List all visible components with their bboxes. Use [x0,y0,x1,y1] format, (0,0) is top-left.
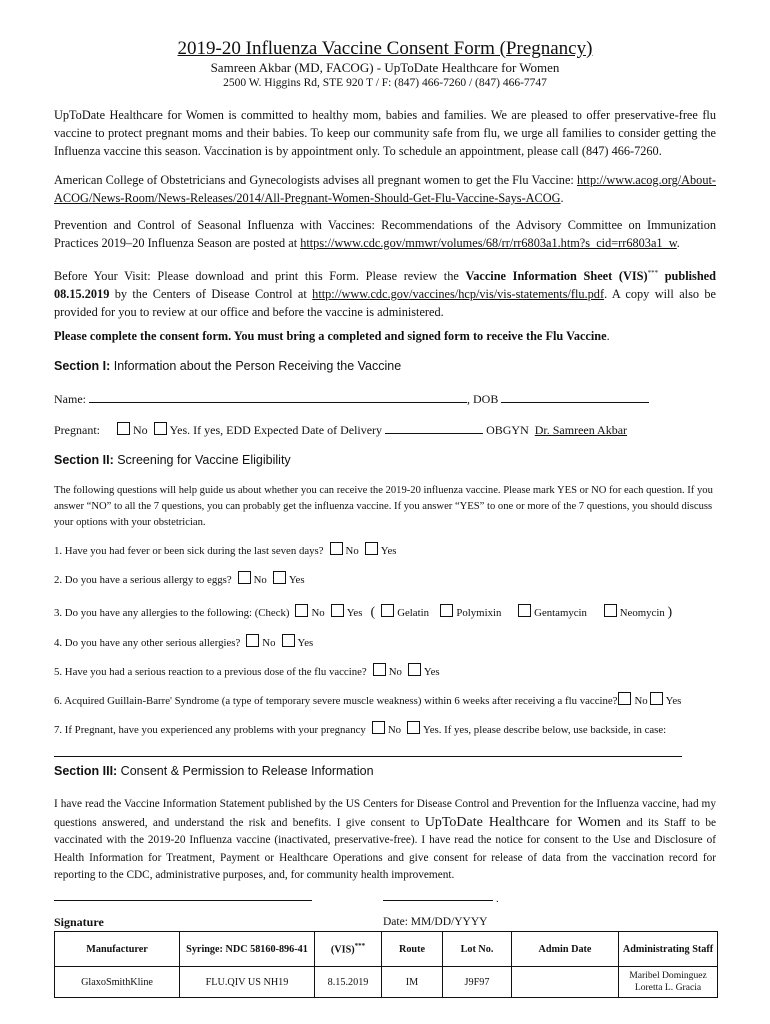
q2-no-label: No [253,574,267,586]
section-3-title: Consent & Permission to Release Information [117,764,374,778]
question-3-text: 3. Do you have any allergies to the following: (Check) [54,607,290,619]
question-2-text: 2. Do you have a serious allergy to eggs? [54,574,232,586]
before-visit-paragraph [54,264,716,321]
question-1-text: 1. Have you had fever or been sick during the last seven days? [54,545,324,557]
complete-instructions-text: Please complete the consent form. You must bring a completed and signed form to receive the Flu Vaccine [54,329,607,343]
vis-label: Vaccine Information Sheet (VIS) [465,269,648,284]
q7-no-checkbox[interactable] [372,721,385,734]
pregnant-no-label: No [133,423,148,437]
q5-no-checkbox[interactable] [373,663,386,676]
q5-no-label: No [388,666,402,678]
header-admin-date: Admin Date [512,932,619,967]
name-label: Name: [54,392,86,406]
polymixin-checkbox[interactable] [440,604,453,617]
cdc-paragraph: Prevention and Control of Seasonal Influenza with Vaccines: Recommendations of the Advisory Committee on Immunization Practices 2019–20 Influenza Season are posted at https://www.cdc.gov/mmwr/volumes/68/rr/rr6803a1.htm?s_cid=rr6803a1_w. [54,218,716,250]
cell-lot: J9F97 [443,967,512,998]
complete-instructions: Please complete the consent form. You must bring a completed and signed form to receive the Flu Vaccine. [54,329,610,343]
cell-manufacturer: GlaxoSmithKline [55,967,180,998]
name-row [54,392,649,407]
q3-no-checkbox[interactable] [295,604,308,617]
header-route: Route [382,932,443,967]
question-5-text: 5. Have you had a serious reaction to a previous dose of the flu vaccine? [54,666,367,678]
question-7-text: 7. If Pregnant, have you experienced any problems with your pregnancy [54,724,366,736]
q4-no-checkbox[interactable] [246,634,259,647]
header-vis-text: (VIS) [330,944,355,956]
q6-no-checkbox[interactable] [618,692,631,705]
section-3-heading [54,764,374,778]
vaccine-admin-table [54,931,718,998]
q1-no-label: No [345,545,359,557]
section-1-title: Information about the Person Receiving the Vaccine [110,359,402,373]
intro-paragraph: UpToDate Healthcare for Women is committed to healthy mom, babies and families. We are pleased to offer preservative-free flu vaccine to protect pregnant moms and their babies. To keep our community safe from flu, we urge all families to consider getting the Influenza vaccine this season. Vaccination is by appointment only. To schedule an appointment, please call (847) 466-7260. [54,108,716,158]
practice-address: 2500 W. Higgins Rd, STE 920 T / F: (847) 466-7260 / (847) 466-7747 [223,77,547,89]
header-vis-sup: *** [354,942,366,951]
q6-yes-label: Yes [665,695,682,707]
q7-yes-checkbox[interactable] [407,721,420,734]
obgyn-name: Dr. Samreen Akbar [534,423,628,437]
section-1-heading [54,359,401,373]
q2-yes-label: Yes [288,574,305,586]
vis-published-date: published 08.15.2019 [54,269,716,302]
describe-line[interactable] [54,756,682,757]
q1-yes-checkbox[interactable] [365,542,378,555]
table-row [55,967,718,998]
acog-link[interactable]: http://www.acog.org/About-ACOG/News-Room/News-Releases/2014/All-Pregnant-Women-Should-Get-Flu-Vaccine-Says-ACOG [54,173,716,205]
q5-yes-label: Yes [423,666,440,678]
consent-text-b: and its Staff to be vaccinated with the 2019-20 Influenza vaccine (inactivated, preservative-free). I have read the notice for consent to the Use and Disclosure of Health Information for Treatment, Payment or Healthcare Operations and give consent for release of data from the vaccination record for reporting to the CDC, administrative purposes, and, for community health improvement. [54,816,716,881]
q7-yes-label: Yes. If yes, please describe below, use backside, in case: [423,724,667,736]
neomycin-checkbox[interactable] [604,604,617,617]
screening-intro: The following questions will help guide us about whether you can receive the 2019-20 influenza vaccine. Please mark YES or NO for each question. If you answer “NO” to all the 7 questions, you can probably get the influenza vaccine. If you answer “YES” to one or more of the 7 questions, you should discuss your options with your obstetrician. [54,485,713,528]
vis-superscript: *** [647,269,659,277]
acog-paragraph: American College of Obstetricians and Gynecologists advises all pregnant women to get the Flu Vaccine: http://www.acog.org/About-ACOG/News-Room/News-Releases/2014/All-Pregnant-Women-Should-Get-Flu-Vaccine-Says-ACOG. [54,173,716,205]
question-6-text: 6. Acquired Guillain-Barre' Syndrome (a type of temporary severe muscle weakness) within 6 weeks after receiving a flu vaccine? [54,695,618,707]
q6-no-label: No [634,695,648,707]
pregnant-no-checkbox[interactable] [117,422,130,435]
table-header-row [55,932,718,967]
section-2-label: Section II: [54,453,114,467]
gentamycin-checkbox[interactable] [518,604,531,617]
date-label: Date: MM/DD/YYYY [383,916,488,928]
staff-name-2: Loretta L. Gracia [634,982,702,993]
pregnant-yes-checkbox[interactable] [154,422,167,435]
question-6 [54,692,681,707]
q5-yes-checkbox[interactable] [408,663,421,676]
name-field[interactable] [89,402,467,403]
header-vis [315,932,382,967]
q4-yes-label: Yes [297,637,314,649]
question-7 [54,721,666,736]
question-4-text: 4. Do you have any other serious allergies? [54,637,241,649]
gelatin-label: Gelatin [397,607,429,619]
header-syringe: Syringe: NDC 58160-896-41 [180,932,315,967]
signature-label: Signature [54,915,104,929]
dob-field[interactable] [501,402,649,403]
q1-yes-label: Yes [380,545,397,557]
cell-admin-date[interactable] [512,967,619,998]
q7-no-label: No [387,724,402,736]
pregnant-label: Pregnant: [54,423,100,437]
acog-text: American College of Obstetricians and Gynecologists advises all pregnant women to get the Flu Vaccine: [54,173,577,187]
dob-label: , DOB [467,392,499,406]
q3-yes-label: Yes [346,607,363,619]
section-1-label: Section I: [54,359,111,373]
consent-paragraph [54,796,716,885]
section-3-label: Section III: [54,764,118,778]
question-1 [54,542,396,557]
header-staff: Administrating Staff [619,932,718,967]
q3-no-label: No [311,607,325,619]
edd-field[interactable] [385,433,483,434]
pregnant-row [54,422,627,438]
polymixin-label: Polymixin [456,607,502,619]
cell-vis: 8.15.2019 [315,967,382,998]
cdc-text: Prevention and Control of Seasonal Influenza with Vaccines: Recommendations of the Advisory Committee on Immunization Practices 2019–20 Influenza Season are posted at [54,218,716,250]
obgyn-label: OBGYN [486,423,529,437]
gentamycin-label: Gentamycin [534,607,587,619]
q2-yes-checkbox[interactable] [273,571,286,584]
consent-practice-name: UpToDate Healthcare for Women [424,814,621,830]
cell-syringe: FLU.QIV US NH19 [180,967,315,998]
header-lot: Lot No. [443,932,512,967]
pregnant-yes-label: Yes. If yes, EDD Expected Date of Delivery [169,423,383,437]
cell-staff [619,967,718,998]
q3-yes-checkbox[interactable] [331,604,344,617]
q1-no-checkbox[interactable] [330,542,343,555]
header-manufacturer: Manufacturer [55,932,180,967]
q2-no-checkbox[interactable] [238,571,251,584]
section-2-heading [54,453,291,467]
gelatin-checkbox[interactable] [381,604,394,617]
signature-line[interactable] [54,900,312,901]
question-3: 3. Do you have any allergies to the following: (Check) No Yes ( Gelatin Polymixin Gentamycin Neomycin ) [54,605,673,620]
before-visit-text: Before Your Visit: Please download and print this Form. Please review the [54,269,466,284]
question-4 [54,634,313,649]
staff-name-1: Maribel Dominguez [629,970,707,981]
q6-yes-checkbox[interactable] [650,692,663,705]
q4-yes-checkbox[interactable] [282,634,295,647]
q4-no-label: No [262,637,276,649]
section-2-title: Screening for Vaccine Eligibility [113,453,291,467]
vis-link[interactable]: http://www.cdc.gov/vaccines/hcp/vis/vis-statements/flu.pdf [312,287,605,302]
question-2 [54,571,305,586]
cell-route: IM [382,967,443,998]
question-5 [54,663,440,678]
cdc-at-text: by the Centers of Disease Control at [109,287,313,302]
date-period: . [496,893,499,905]
form-title: 2019-20 Influenza Vaccine Consent Form (Pregnancy) [177,38,593,59]
date-line[interactable] [383,900,493,901]
neomycin-label: Neomycin [619,607,665,619]
copy-provided-text: . A copy will also be provided for you to review at our office and before the vaccine is administered. [54,287,716,320]
consent-text-a: I have read the Vaccine Information Statement published by the US Centers for Disease Control and Prevention for the Influenza vaccine, had my questions answered, and understand the risk and benefits. I give consent to [54,798,716,829]
practice-name: Samreen Akbar (MD, FACOG) - UpToDate Healthcare for Women [210,60,560,75]
cdc-link[interactable]: https://www.cdc.gov/mmwr/volumes/68/rr/rr6803a1.htm?s_cid=rr6803a1_w [300,236,677,250]
